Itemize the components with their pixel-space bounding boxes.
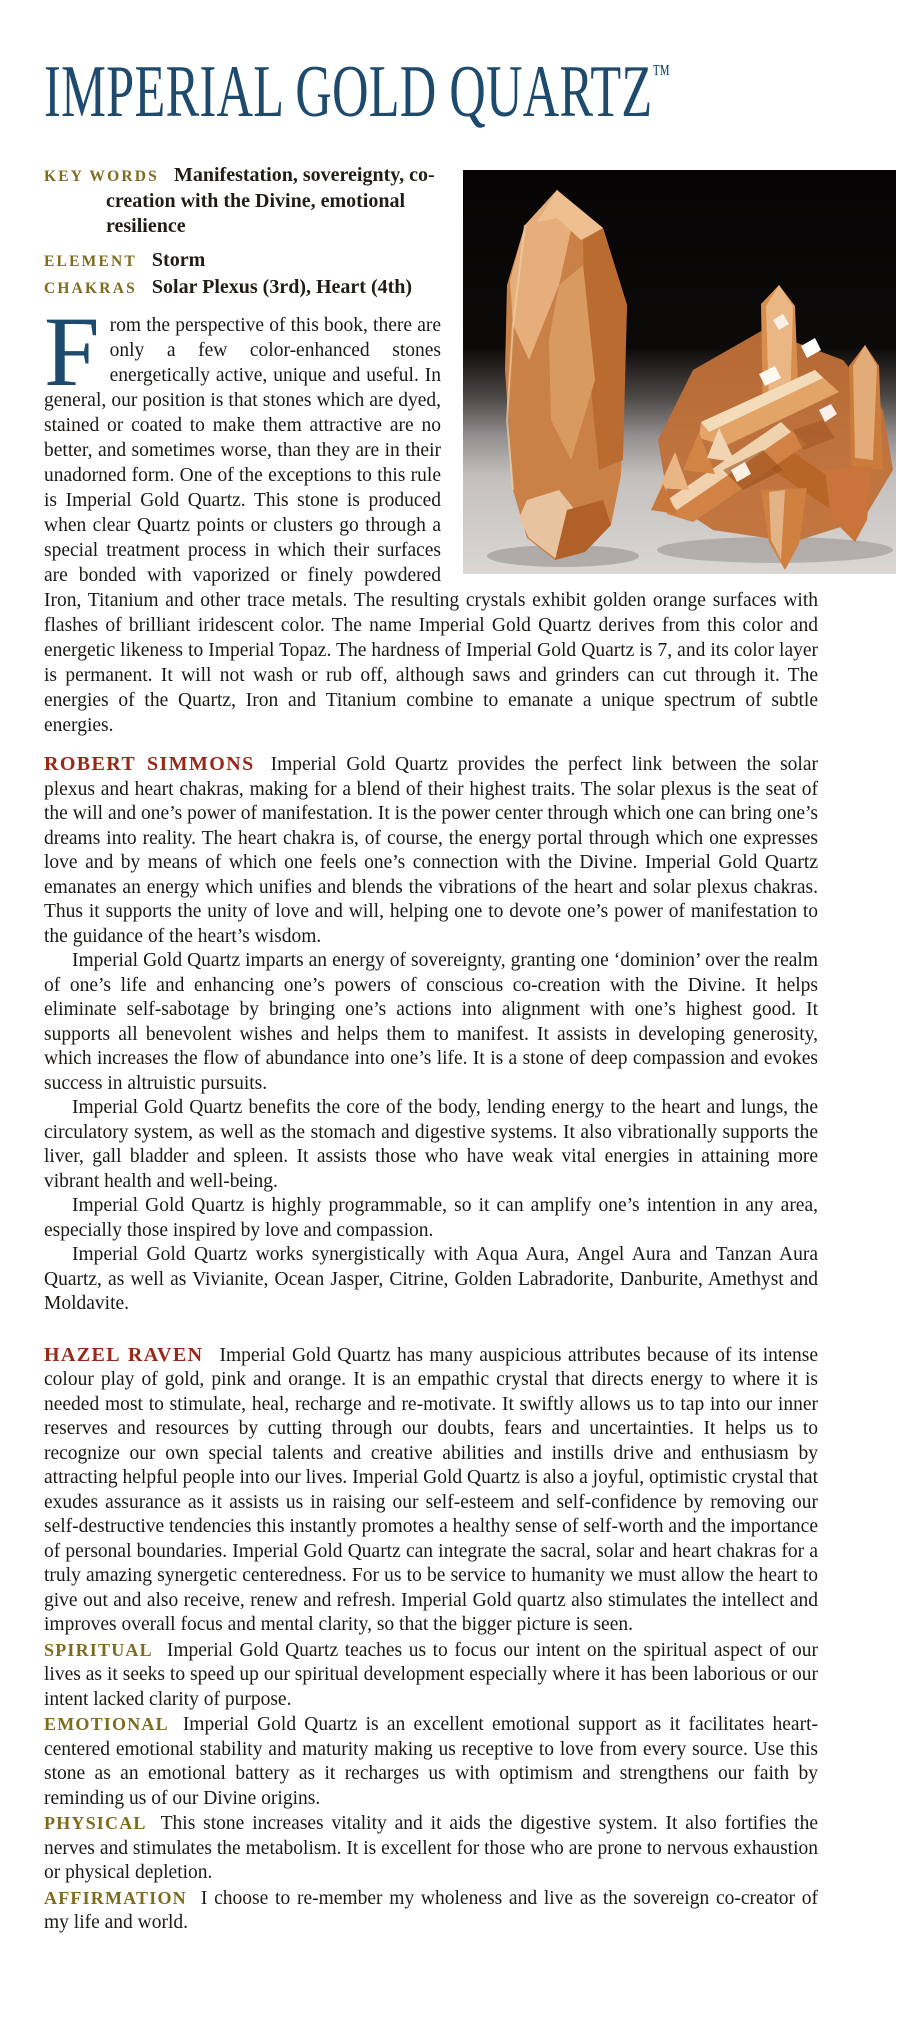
- simmons-paragraph-1-text: Imperial Gold Quartz provides the perfect link between the solar plexus and heart chakras, making for a blend of their highest traits. The solar plexus is the seat of the will and one’s power of manifestation. It is the power center through which one can bring one’s dreams into reality. The heart chakra is, of course, the energy portal through which one expresses love and by means of which one feels one’s connection with the Divine. Imperial Gold Quartz emanates an energy which unifies and blends the vibrations of the heart and solar plexus chakras. Thus it supports the unity of love and will, helping one to devote one’s power of manifestation to the guidance of the heart’s wisdom.: [44, 754, 818, 947]
- chakras-value: Solar Plexus (3rd), Heart (4th): [151, 276, 413, 298]
- key-words-label: KEY WORDS: [44, 168, 159, 185]
- trademark-symbol: ™: [652, 59, 670, 88]
- spiritual-label: SPIRITUAL: [44, 1639, 153, 1660]
- simmons-paragraph-3: Imperial Gold Quartz benefits the core of the body, lending energy to the heart and lungs, the circulatory system, as well as the stomach and digestive systems. It also vibrationally supports the liver, gall bladder and spleen. It assists those who have weak vital energies in attaining more vibrant health and well-being.: [44, 1097, 818, 1192]
- dropcap-letter: F: [44, 296, 100, 407]
- imperial-gold-quartz-photo: [463, 170, 896, 574]
- page-title-text: IMPERIAL GOLD QUARTZ: [44, 51, 653, 133]
- element-label: ELEMENT: [44, 253, 137, 270]
- intro-paragraph-text: rom the perspective of this book, there are only a few color-enhanced stones energetically active, unique and useful. In general, our position is that stones which are dyed, stained or coated to make them attractive are no better, and sometimes worse, than they are in their unadorned form. One of the exceptions to this rule is Imperial Gold Quartz. This stone is produced when clear Quartz points or clusters go through a special treatment process in which their surfaces are bonded with vaporized or finely powdered Iron, Titanium and other trace metals. The resulting crystals exhibit golden orange surfaces with flashes of brilliant iridescent color. The name Imperial Gold Quartz derives from this color and energetic likeness to Imperial Topaz. The hardness of Imperial Gold Quartz is 7, and its color layer is permanent. It will not wash or rub off, although saws and grinders can cut through it. The energies of the Quartz, Iron and Titanium combine to emanate a unique spectrum of subtle energies.: [44, 315, 818, 736]
- affirmation-paragraph: [44, 1886, 818, 1936]
- simmons-paragraph-4: Imperial Gold Quartz is highly programmable, so it can amplify one’s intention in any area, especially those inspired by love and compassion.: [44, 1195, 818, 1241]
- spiritual-paragraph: [44, 1638, 818, 1713]
- author-label-hazel-raven: HAZEL RAVEN: [44, 1343, 204, 1366]
- element-value: Storm: [151, 249, 206, 271]
- quartz-photo-illustration: [463, 170, 896, 574]
- info-row-chakras: [44, 275, 526, 301]
- chakras-label: CHAKRAS: [44, 280, 137, 297]
- emotional-label: EMOTIONAL: [44, 1714, 169, 1734]
- author-label-robert-simmons: ROBERT SIMMONS: [44, 753, 255, 775]
- info-row-key-words: [44, 163, 526, 239]
- info-row-element: [44, 248, 526, 274]
- physical-label: PHYSICAL: [44, 1813, 147, 1833]
- emotional-paragraph: [44, 1712, 818, 1811]
- emotional-text: Imperial Gold Quartz is an excellent emotional support as it facilitates heart-centered emotional stability and maturity making us receptive to love from every source. Use this stone as an emotional battery as it recharges us with optimism and strengthens our faith by reminding us of our Divine origins.: [44, 1714, 818, 1809]
- physical-paragraph: [44, 1811, 818, 1886]
- affirmation-text: I choose to re-member my wholeness and live as the sovereign co-creator of my life and world.: [44, 1887, 818, 1933]
- raven-paragraph-1: [44, 1343, 818, 1638]
- stone-info-block: [44, 163, 818, 301]
- raven-paragraph-1-text: Imperial Gold Quartz has many auspicious attributes because of its intense colour play of gold, pink and orange. It is an empathic crystal that directs energy to where it is needed most to stimulate, heal, recharge and re-motivate. It swiftly allows us to tap into our inner reserves and resources by cutting through our doubts, fears and uncertainties. It helps us to recognize our own special talents and creative abilities and instills drive and enthusiasm by attracting helpful people into our lives. Imperial Gold Quartz is also a joyful, optimistic crystal that exudes assurance as it assists us in raising our self-esteem and self-confidence by removing our self-destructive tendencies this instantly promotes a healthy sense of self-worth and the importance of personal boundaries. Imperial Gold Quartz can integrate the sacral, solar and heart chakras for a truly amazing synergetic centeredness. For us to be service to humanity we must allow the heart to give out and also receive, renew and refresh. Imperial Gold quartz also stimulates the intellect and improves overall focus and mental clarity, so that the bigger picture is seen.: [44, 1344, 819, 1635]
- spiritual-text: Imperial Gold Quartz teaches us to focus our intent on the spiritual aspect of our lives as it seeks to speed up our spiritual development especially where it has been laborious or our intent lacked clarity of purpose.: [44, 1639, 818, 1710]
- simmons-paragraph-1: [44, 752, 818, 949]
- simmons-paragraph-5: Imperial Gold Quartz works synergistically with Aqua Aura, Angel Aura and Tanzan Aura Quartz, as well as Vivianite, Ocean Jasper, Citrine, Golden Labradorite, Danburite, Amethyst and Moldavite.: [44, 1244, 818, 1314]
- simmons-paragraph-2: Imperial Gold Quartz imparts an energy of sovereignty, granting one ‘dominion’ over the realm of one’s life and enhancing one’s powers of conscious co-creation with the Divine. It helps eliminate self-sabotage by bringing one’s actions into alignment with one’s highest good. It supports all benevolent wishes and helps them to manifest. It assists in developing generosity, which increases the flow of abundance into one’s life. It is a stone of deep compassion and evokes success in altruistic pursuits.: [44, 950, 818, 1094]
- physical-text: This stone increases vitality and it aids the digestive system. It also fortifies the nerves and stimulates the metabolism. It is excellent for those who are prone to nervous exhaustion or physical depletion.: [44, 1813, 818, 1883]
- affirmation-label: AFFIRMATION: [44, 1887, 187, 1908]
- section-hazel-raven: [44, 1343, 818, 1936]
- section-robert-simmons: [44, 752, 818, 1317]
- key-words-value: Manifestation, sovereignty, co-creation with the Divine, emotional resilience: [106, 164, 435, 237]
- page-title: [44, 42, 670, 133]
